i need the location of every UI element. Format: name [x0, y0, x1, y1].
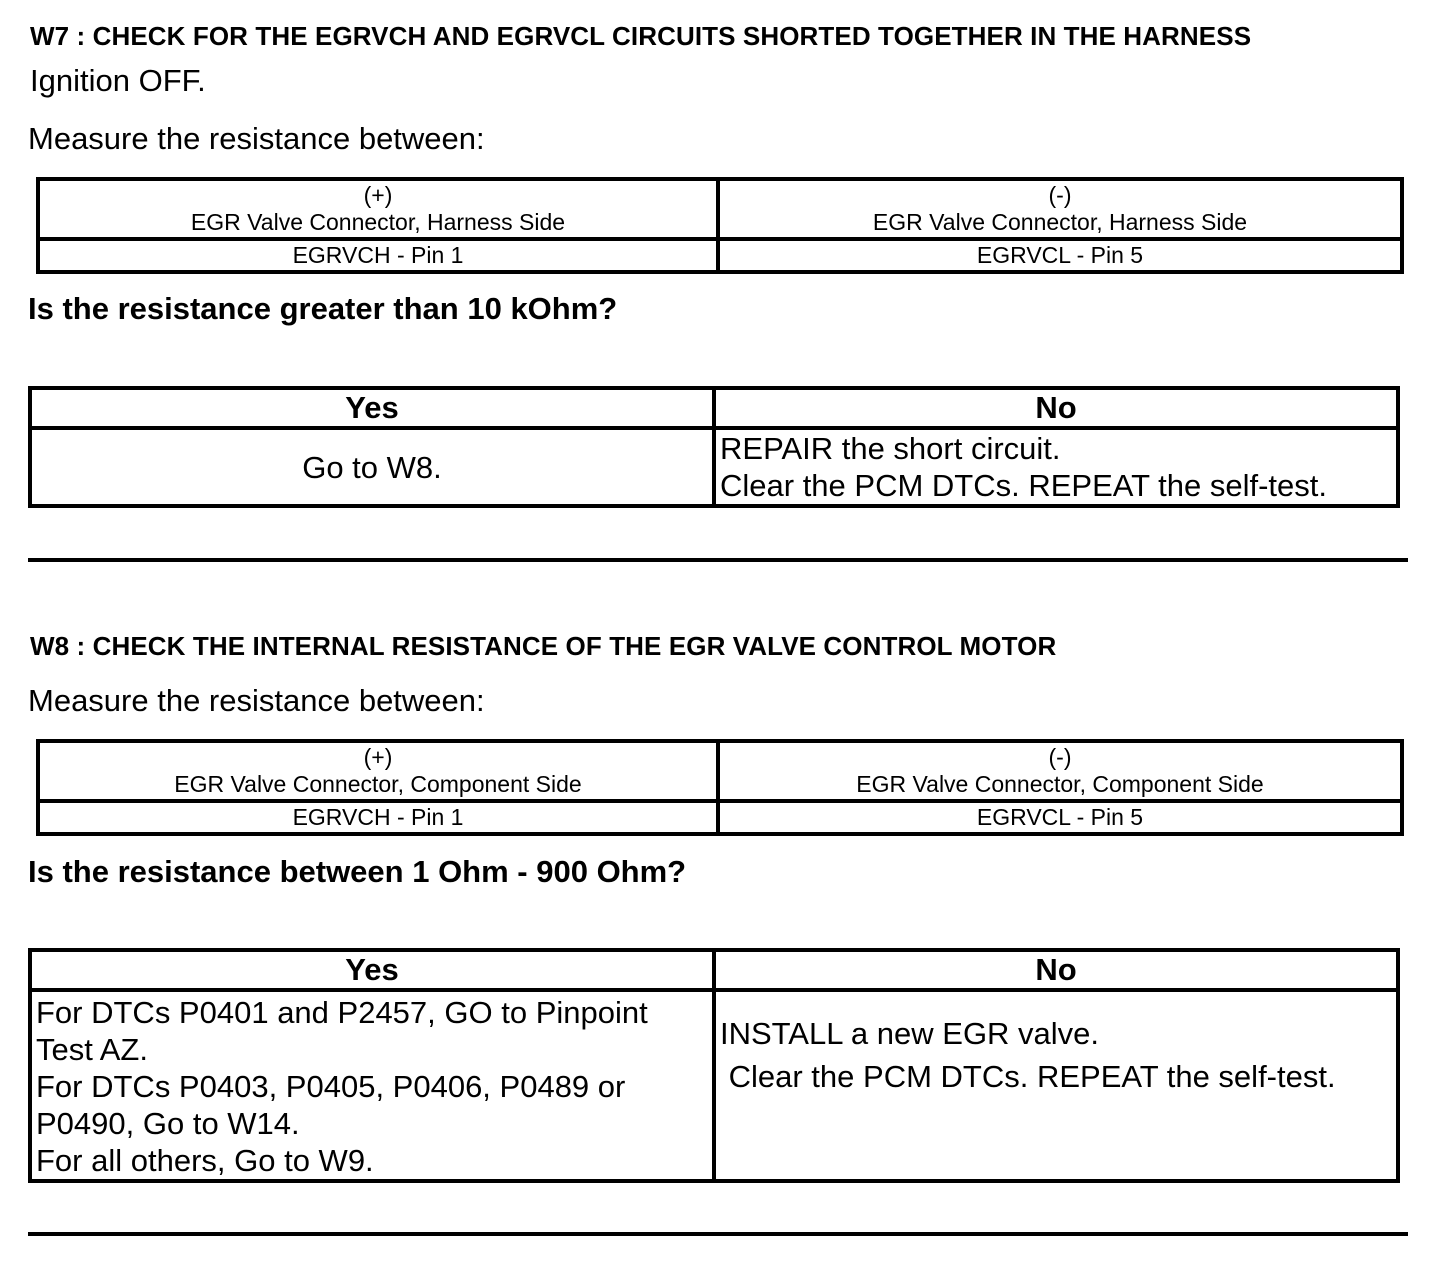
section-divider: [28, 1232, 1408, 1236]
w8-positive-probe-header: [38, 741, 718, 801]
w8-measurement-table: [36, 739, 1404, 836]
w8-negative-symbol: (-): [1048, 744, 1072, 770]
w8-positive-symbol: (+): [363, 744, 393, 770]
w7-yes-line: Go to W8.: [302, 449, 442, 485]
w8-no-line: INSTALL a new EGR valve.: [720, 1016, 1100, 1051]
w7-title: W7 : CHECK FOR THE EGRVCH AND EGRVCL CIRCUITS SHORTED TOGETHER IN THE HARNESS: [30, 21, 1252, 51]
w8-yes-line: Test AZ.: [36, 1032, 148, 1067]
w7-positive-connector: EGR Valve Connector, Harness Side: [190, 209, 566, 235]
w8-yes-line: P0490, Go to W14.: [36, 1106, 300, 1141]
w7-result-table: [28, 386, 1400, 508]
section-divider: [28, 558, 1408, 562]
w8-instruction-measure: Measure the resistance between:: [28, 683, 485, 718]
w7-positive-probe-header: [38, 179, 718, 239]
w7-negative-pin: EGRVCL - Pin 5: [718, 239, 1402, 272]
w8-positive-pin: EGRVCH - Pin 1: [38, 801, 718, 834]
w7-positive-pin: EGRVCH - Pin 1: [38, 239, 718, 272]
w7-negative-connector: EGR Valve Connector, Harness Side: [872, 209, 1248, 235]
w8-negative-pin: EGRVCL - Pin 5: [718, 801, 1402, 834]
w8-negative-probe-header: [718, 741, 1402, 801]
w7-positive-symbol: (+): [363, 182, 393, 208]
w8-no-header: No: [714, 950, 1398, 990]
w8-yes-header: Yes: [30, 950, 714, 990]
w7-yes-header: Yes: [30, 388, 714, 428]
w8-no-line: Clear the PCM DTCs. REPEAT the self-test.: [720, 1059, 1336, 1094]
w8-yes-line: For DTCs P0401 and P2457, GO to Pinpoint: [36, 995, 648, 1030]
w8-no-action: [714, 990, 1398, 1181]
w7-no-line: REPAIR the short circuit.: [720, 431, 1061, 466]
w8-question: Is the resistance between 1 Ohm - 900 Ohm?: [28, 854, 687, 889]
w7-no-header: No: [714, 388, 1398, 428]
w7-negative-symbol: (-): [1048, 182, 1072, 208]
w7-instruction-measure: Measure the resistance between:: [28, 121, 485, 156]
w7-no-action: [714, 428, 1398, 506]
w8-yes-line: For DTCs P0403, P0405, P0406, P0489 or: [36, 1069, 626, 1104]
w7-measurement-table: [36, 177, 1404, 274]
w8-result-table: [28, 948, 1400, 1183]
w7-question: Is the resistance greater than 10 kOhm?: [28, 291, 618, 326]
w8-positive-connector: EGR Valve Connector, Component Side: [174, 771, 582, 797]
w8-title: W8 : CHECK THE INTERNAL RESISTANCE OF THE EGR VALVE CONTROL MOTOR: [30, 631, 1057, 661]
w7-instruction-ignition: Ignition OFF.: [30, 63, 206, 98]
w7-negative-probe-header: [718, 179, 1402, 239]
w8-negative-connector: EGR Valve Connector, Component Side: [856, 771, 1264, 797]
w8-yes-action: [30, 990, 714, 1181]
w8-yes-line: For all others, Go to W9.: [36, 1143, 374, 1178]
w7-no-line: Clear the PCM DTCs. REPEAT the self-test.: [720, 468, 1327, 503]
w7-yes-action: [30, 428, 714, 506]
